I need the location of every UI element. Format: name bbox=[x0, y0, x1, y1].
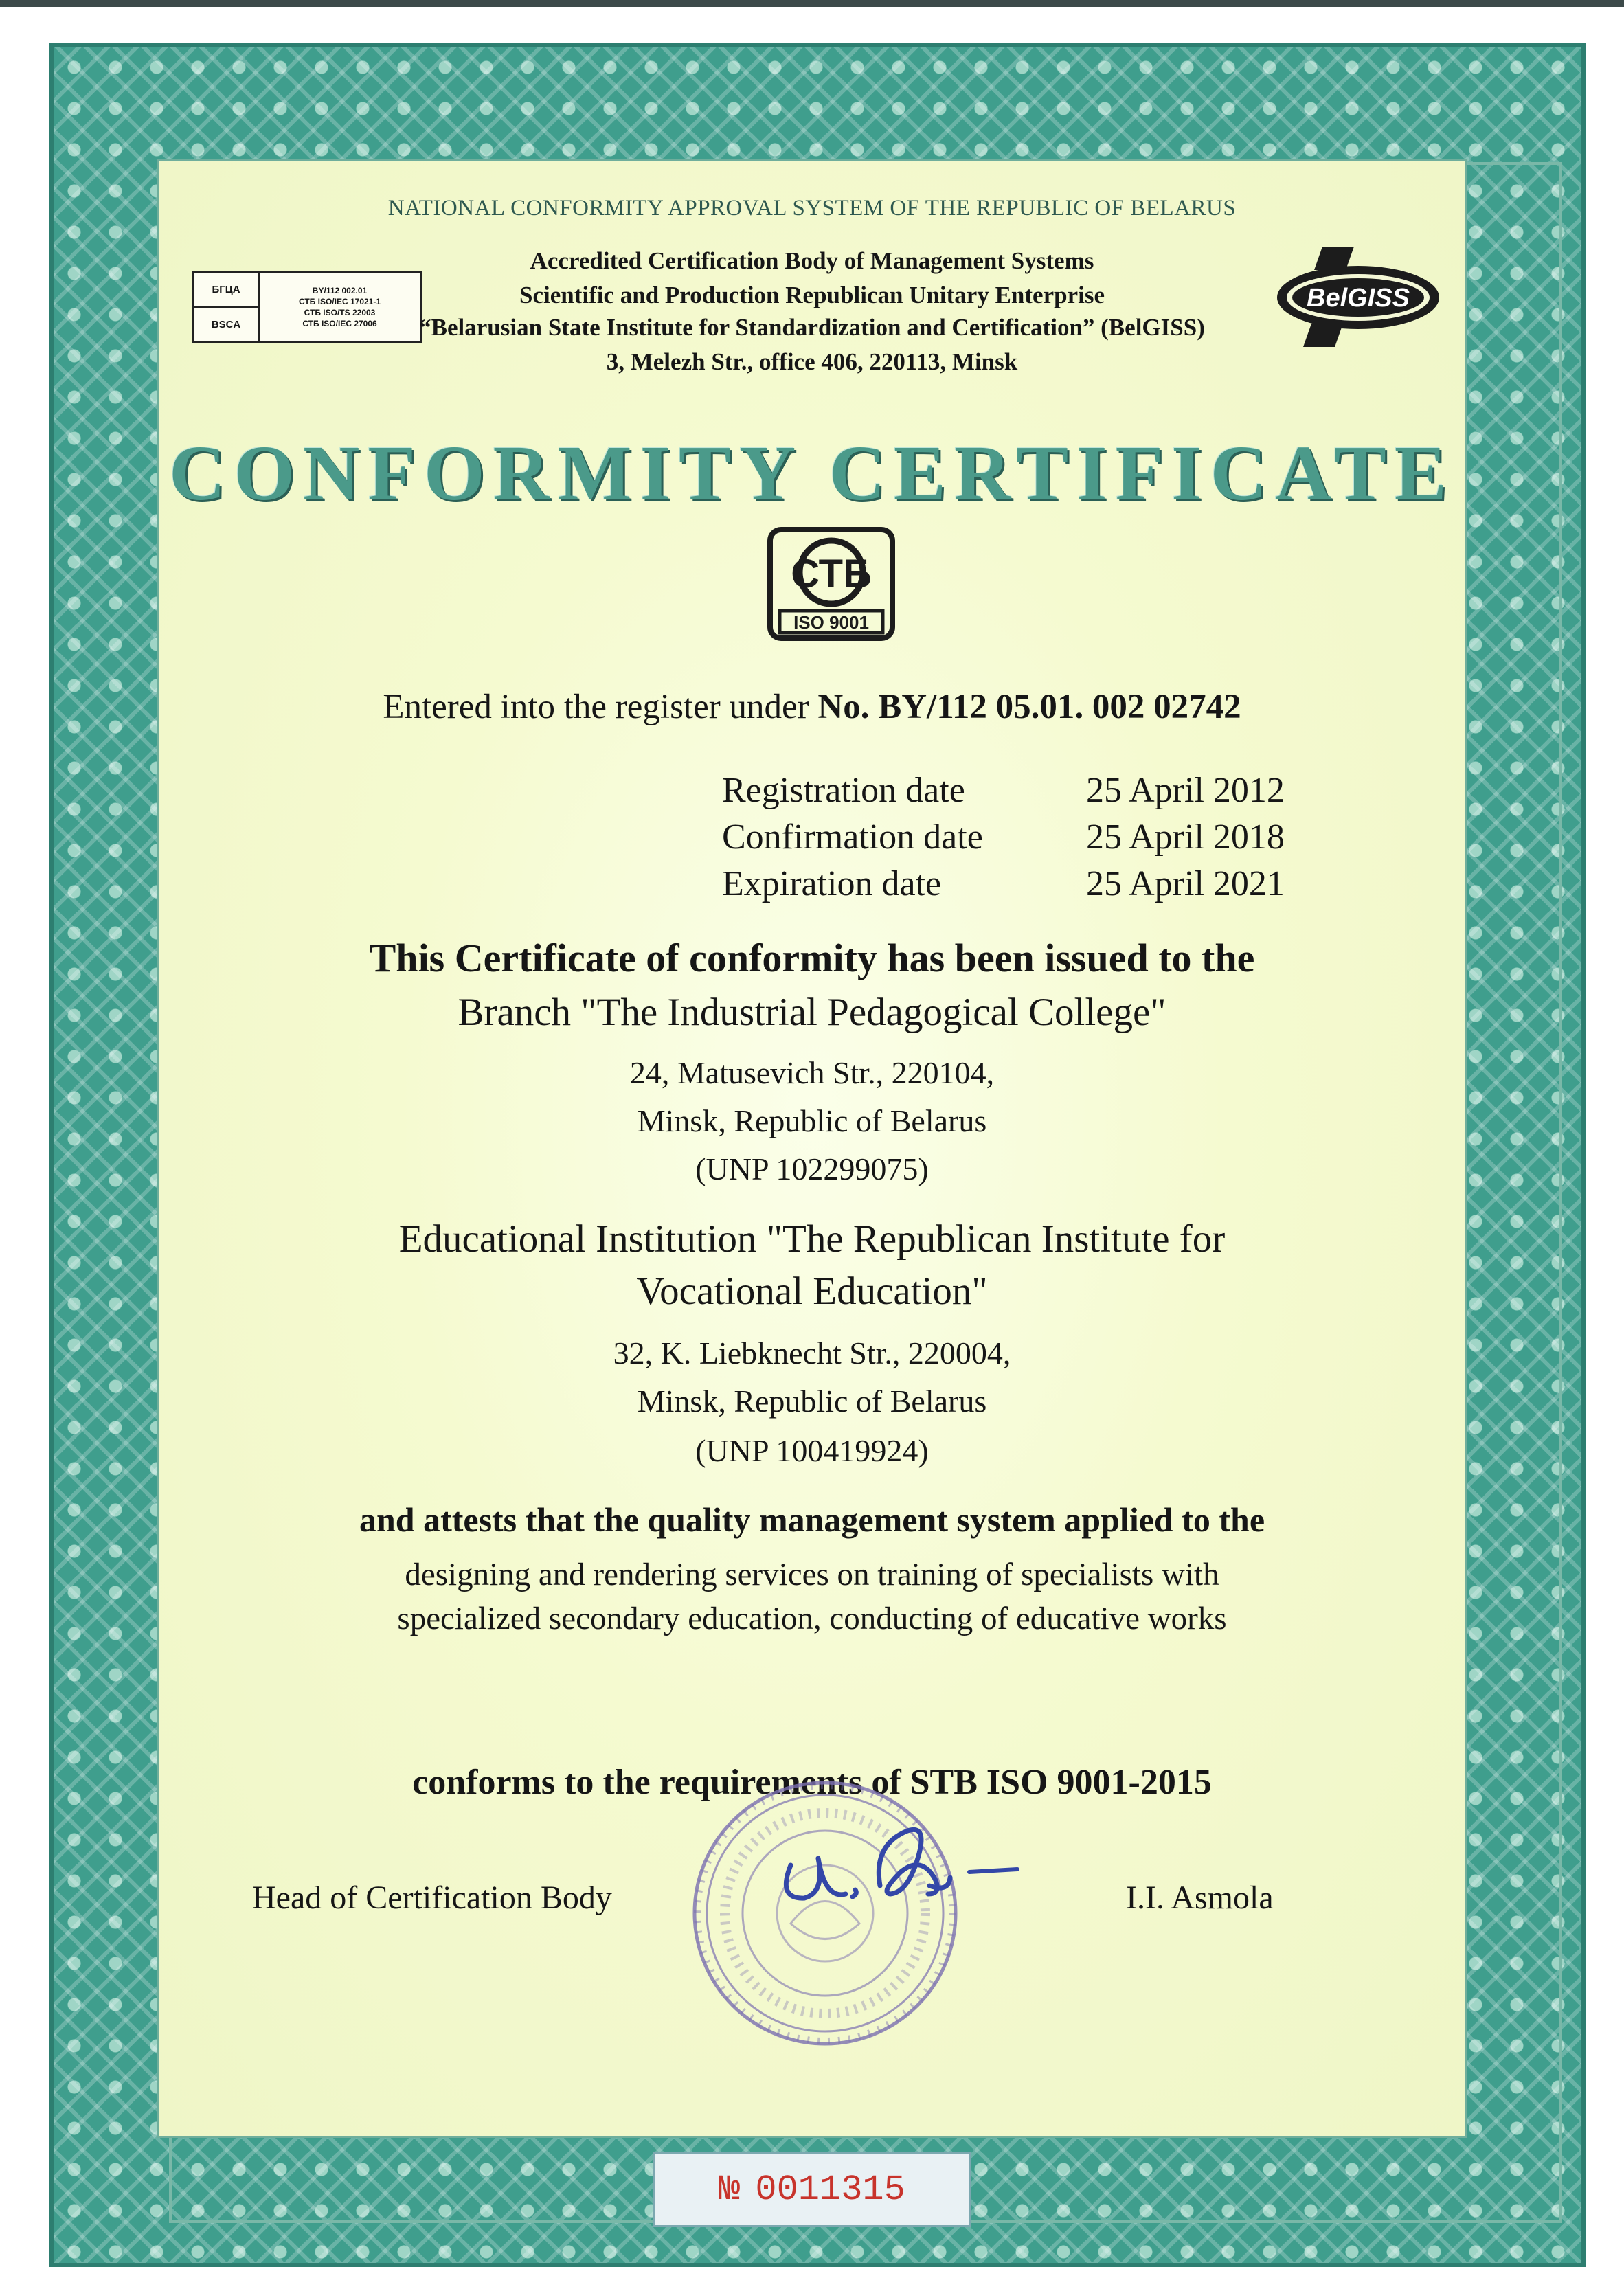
body-line: Scientific and Production Republican Unitary Enterprise bbox=[519, 282, 1105, 308]
date-row bbox=[722, 767, 1285, 814]
body-line: Accredited Certification Body of Management Systems bbox=[530, 247, 1094, 274]
attests-statement: and attests that the quality management system applied to the bbox=[359, 1500, 1265, 1539]
date-label: Registration date bbox=[722, 771, 965, 810]
signature bbox=[770, 1817, 1031, 1913]
date-value: 25 April 2018 bbox=[1086, 818, 1285, 857]
stb-mark-glyph: СТБ bbox=[791, 552, 872, 596]
accreditation-line: BY/112 002.01 bbox=[312, 286, 368, 295]
accreditation-line: СТБ ISO/IEC 17021-1 bbox=[298, 297, 381, 306]
serial-number-box bbox=[653, 2152, 971, 2227]
conforms-statement: conforms to the requirements of STB ISO 9001-2015 bbox=[412, 1763, 1212, 1802]
accreditation-code-ru: БГЦА bbox=[194, 273, 258, 308]
org2-name: Vocational Education" bbox=[636, 1270, 988, 1313]
scope-line: specialized secondary education, conducting of educative works bbox=[397, 1601, 1227, 1636]
org1-address: 24, Matusevich Str., 220104, bbox=[629, 1055, 995, 1090]
system-line: NATIONAL CONFORMITY APPROVAL SYSTEM OF THE REPUBLIC OF BELARUS bbox=[387, 196, 1237, 221]
serial-number: 0011315 bbox=[755, 2169, 905, 2210]
serial-prefix: № bbox=[719, 2169, 741, 2210]
body-line: “Belarusian State Institute for Standardization and Certification” (BelGISS) bbox=[419, 314, 1205, 341]
accreditation-line: СТБ ISO/TS 22003 bbox=[304, 308, 376, 317]
org1-unp: (UNP 102299075) bbox=[695, 1151, 929, 1186]
belgiss-logo bbox=[1269, 243, 1447, 352]
signatory-role: Head of Certification Body bbox=[252, 1880, 612, 1916]
org2-name: Educational Institution "The Republican Institute for bbox=[398, 1217, 1226, 1261]
org1-name: Branch "The Industrial Pedagogical College" bbox=[458, 991, 1166, 1034]
accreditation-code-en: BSCA bbox=[211, 318, 241, 330]
date-value: 25 April 2021 bbox=[1086, 864, 1285, 903]
accreditation-line: СТБ ISO/IEC 27006 bbox=[302, 319, 377, 328]
date-row bbox=[722, 814, 1285, 861]
page-title: CONFORMITY CERTIFICATE bbox=[169, 429, 1455, 517]
register-line bbox=[159, 687, 1465, 727]
register-number: No. BY/112 05.01. 002 02742 bbox=[817, 688, 1241, 726]
dates-table bbox=[722, 767, 1285, 907]
org2-address: Minsk, Republic of Belarus bbox=[637, 1384, 987, 1419]
date-label: Confirmation date bbox=[722, 818, 983, 857]
signatory-name: I.I. Asmola bbox=[1126, 1880, 1274, 1916]
register-prefix: Entered into the register under bbox=[383, 688, 818, 726]
org1-address: Minsk, Republic of Belarus bbox=[637, 1103, 987, 1138]
scan-top-edge bbox=[0, 0, 1624, 7]
scope-line: designing and rendering services on training of specialists with bbox=[405, 1557, 1219, 1592]
stb-iso-mark bbox=[766, 526, 896, 642]
stb-mark-label: ISO 9001 bbox=[793, 612, 869, 633]
certificate-body bbox=[157, 159, 1467, 2138]
org2-address: 32, K. Liebknecht Str., 220004, bbox=[613, 1335, 1011, 1371]
date-label: Expiration date bbox=[722, 864, 942, 903]
date-value: 25 April 2012 bbox=[1086, 771, 1285, 810]
date-row bbox=[722, 861, 1285, 907]
body-address: 3, Melezh Str., office 406, 220113, Minsk bbox=[606, 348, 1018, 375]
belgiss-logo-text: BelGISS bbox=[1307, 284, 1410, 313]
issued-statement: This Certificate of conformity has been issued to the bbox=[369, 936, 1255, 980]
org2-unp: (UNP 100419924) bbox=[695, 1433, 929, 1468]
